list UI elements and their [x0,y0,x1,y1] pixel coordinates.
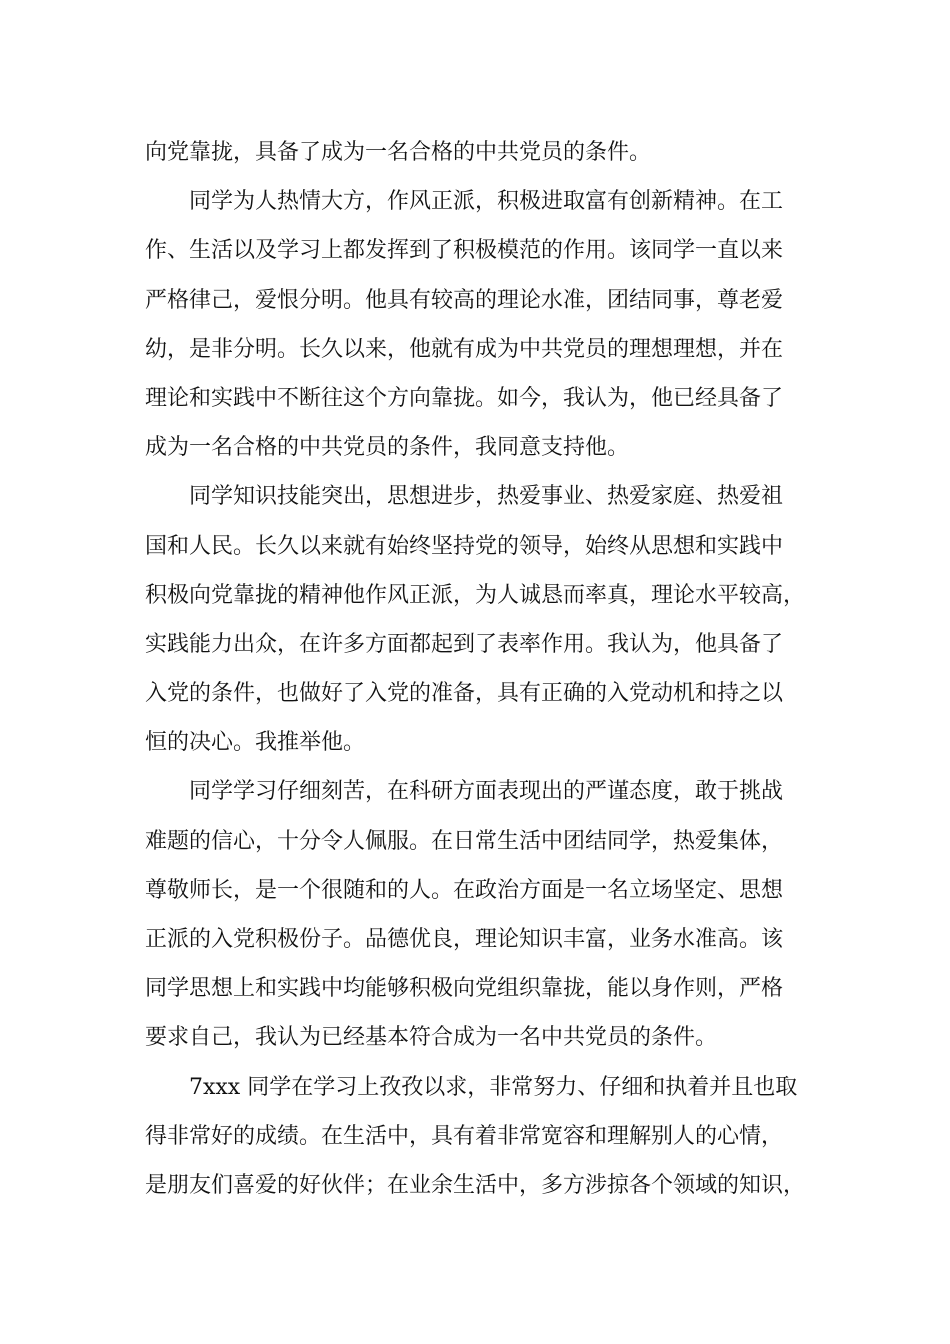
text-line: 严格律己，爱恨分明。他具有较高的理论水准，团结同事，尊老爱 [145,287,784,313]
text-line: 作、生活以及学习上都发挥到了积极模范的作用。该同学一直以来 [145,238,784,264]
text-line: 实践能力出众，在许多方面都起到了表率作用。我认为，他具备了 [145,631,784,657]
text-line: 向党靠拢，具备了成为一名合格的中共党员的条件。 [145,140,652,165]
text-line: 是朋友们喜爱的好伙伴；在业余生活中，多方涉掠各个领域的知识， [145,1172,806,1198]
paragraph-start-line: 同学为人热情大方，作风正派，积极进取富有创新精神。在工 [189,189,784,215]
text-line: 积极向党靠拢的精神他作风正派，为人诚恳而率真，理论水平较高， [145,582,806,608]
document-body [145,128,835,1210]
paragraph-start-line: 同学知识技能突出，思想进步，热爱事业、热爱家庭、热爱祖 [189,484,784,510]
text-line: 入党的条件，也做好了入党的准备，具有正确的入党动机和持之以 [145,681,784,707]
text-line: 要求自己，我认为已经基本符合成为一名中共党员的条件。 [145,1025,718,1051]
text-line: 成为一名合格的中共党员的条件，我同意支持他。 [145,435,630,461]
text-line: 理论和实践中不断往这个方向靠拢。如今，我认为，他已经具备了 [145,385,784,411]
text-line: 难题的信心，十分令人佩服。在日常生活中团结同学，热爱集体， [145,828,784,854]
text-line: 同学思想上和实践中均能够积极向党组织靠拢，能以身作则，严格 [145,976,784,1002]
paragraph-start-line: 同学学习仔细刻苦，在科研方面表现出的严谨态度，敢于挑战 [189,779,784,805]
paragraph-start-line: 7xxx 同学在学习上孜孜以求，非常努力、仔细和执着并且也取 [189,1074,798,1100]
text-line: 尊敬师长，是一个很随和的人。在政治方面是一名立场坚定、思想 [145,877,784,903]
text-line: 正派的入党积极份子。品德优良，理论知识丰富，业务水准高。该 [145,927,784,952]
text-line: 得非常好的成绩。在生活中，具有着非常宽容和理解别人的心情， [145,1123,784,1149]
text-line: 幼，是非分明。长久以来，他就有成为中共党员的理想理想，并在 [145,336,784,362]
text-line: 恒的决心。我推举他。 [145,730,366,756]
text-line: 国和人民。长久以来就有始终坚持党的领导，始终从思想和实践中 [145,533,784,559]
